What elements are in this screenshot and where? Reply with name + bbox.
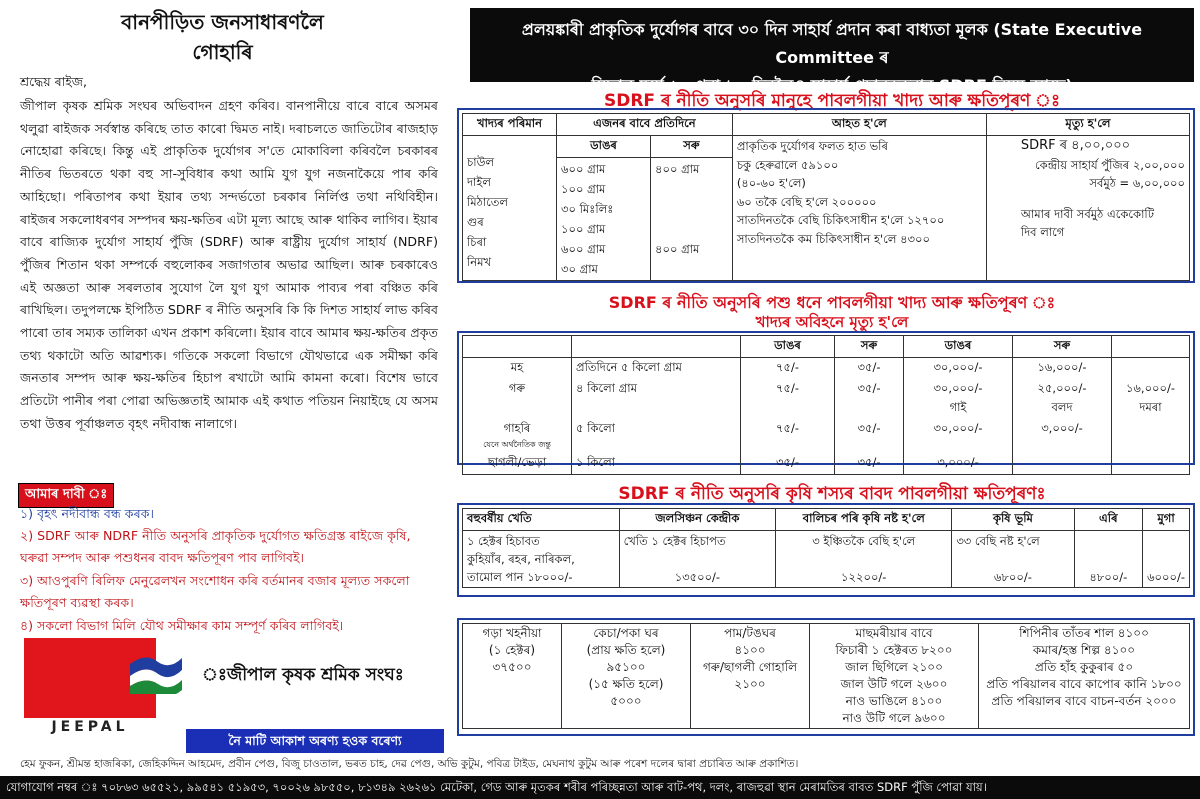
fisher-line: নাও ভাঙিলে ৪১০০ [845,694,943,708]
adult-qty: ৩০ মিঃলিঃ [561,202,614,216]
child-qty: ৪০০ গ্ৰাম [655,242,700,256]
cow-sub-small: বলদ [1051,400,1073,414]
section-title-crops: SDRF ৰ নীতি অনুসৰি কৃষি শস্যৰ বাবদ পাবলগীয়া ক্ষতিপূৰণঃ [618,484,1046,504]
food-item: চিৰা [467,235,487,249]
food-item: গুৰ [467,215,484,229]
others-table [462,623,1190,729]
flag-emblem-icon [126,650,186,694]
organization-name: ঃজীপাল কৃষক শ্ৰমিক সংঘঃ [202,665,404,685]
big-death: ৩০,০০০/- [933,381,983,395]
section-title-people: SDRF ৰ নীতি অনুসৰি মানুহে পাবলগীয়া খাদ্য আৰু ক্ষতিপূৰণ ঃ [603,91,1061,111]
banner-line: সিদ্ধান্ত মৰ্মে ৬০ পৰা ৯০ দিনলৈও সাহাৰ্য প্ৰদানককৰাৰ SDRF নিয়ম আছে) [591,76,1073,95]
big-rate: ৭৫/- [741,419,835,453]
food-item: মিঠাতেল [467,195,508,209]
left-title: বানপীড়িত জনসাধাৰণলৈ [121,10,324,34]
food-item: দাইল [467,175,491,189]
fisher-line: জাল ছিগিলে ২১০০ [845,660,943,674]
header-sand: বালিচৰ পৰি কৃষি নষ্ট হ'লে [776,509,952,531]
child-qty: ৪০০ গ্ৰাম [655,162,700,176]
people-table [462,113,1190,281]
header-per-person: এজনৰ বাবে প্ৰতিদিনে [557,114,733,136]
animal-name: ছাগলী/ভেড়া [463,453,572,475]
death-demand-2: দিব লাগে [1020,225,1065,239]
credits-line: হেম ফুকন, শ্ৰীমন্ত হাজৰিকা, জেহিকদ্দিন আহমেদ, প্ৰবীন পেগু, বিজু চাওতাল, ভৰত চাহ, দেৱ পেগু, অভি কুটুম, পবিত্ৰ টাইড, মেঘনাথ কুটুম আৰু পৰেশ দলেৰ দ্বাৰা প্ৰচাৰিত আৰু প্ৰকাশিত। [20,758,799,770]
demands-label: আমাৰ দাবী ঃ [18,483,114,508]
animal-food: ৫ কিলো [572,419,741,453]
hut-line: পাম/টঙঘৰ [724,626,776,640]
fisher-line: নাও উটি গলে ৯৬০০ [842,711,946,725]
small-rate: ৩৫/- [835,358,904,380]
big-death: ৩,০০০/- [904,453,1013,475]
injury-line: চকু হেৰুৱালে ৫৯১০০ [736,157,839,172]
big-rate: ৭৫/- [741,379,835,419]
big-rate: ৩৫/- [741,453,835,475]
contact-bar: যোগাযোগ নম্বৰ ঃ ৭০৮৬৩ ৬৫৫২১, ৯৯৫৪১ ৫১৯৫৩, ৭০০২৬ ৯৮৫৫০, ৮১৩৪৯ ২৬২৬১ মেটেকা, গেড আৰু মৃতকৰ শৰীৰ পৰিচ্ছন্নতা আৰু বাট-পথ, দলং, ৰাজহুৱা স্থান মেৰামতিৰ বাবত SDRF পুঁজি পোৱা যায়। [0,776,1200,799]
section-subtitle-livestock: খাদ্যৰ অবিহনে মৃত্যু হ'লে [755,313,909,331]
header-muga: মুগা [1143,509,1190,531]
fisher-line: ফিচাৰী ১ হেক্টৰত ৮২০০ [835,643,953,657]
hut-line: ২১০০ [734,677,766,691]
small-death: ৩,০০০/- [1013,419,1112,453]
house-line: ৫০০০ [610,694,642,708]
food-item: নিমখ [467,255,492,269]
land-value: ৬৮০০/- [993,570,1032,584]
house-line: ৯৫১০০ [606,660,646,674]
adult-qty: ৩০ গ্ৰাম [561,262,598,276]
header-adult: ডাঙৰ [557,136,651,158]
header-banner [470,8,1194,95]
small-death: ২৫,০০০/- [1037,381,1087,395]
header-big: ডাঙৰ [741,336,835,358]
injury-line: (৪০-৬০ হ'লে) [736,176,806,190]
crops-table [462,508,1190,588]
death-total: সৰ্বমুঠ = ৬,০০,০০০ [1089,176,1185,190]
big-rate: ৭৫/- [741,358,835,380]
injury-line: ৬০ তকৈ বেছি হ'লে ২০০০০০ [736,194,877,209]
demand-item: ৩) আওপুৰণি ৰিলিফ মেনুৱেলখন সংশোধন কৰি বৰ্তমানৰ বজাৰ মূল্যত সকলো ক্ষতিপূৰণ ব্যৱস্থা কৰক। [20,573,410,610]
adult-qty: ১০০ গ্ৰাম [561,222,606,236]
perennial-line: তামোল পান ১৮০০০/- [467,570,573,584]
big-death: ৩০,০০০/- [904,358,1013,380]
animal-name: মহ [463,358,572,380]
animal-food: ১ কিলো [572,453,741,475]
adult-qty: ১০০ গ্ৰাম [561,182,606,196]
header-big-death: ডাঙৰ [904,336,1013,358]
hut-line: ৪১০০ [734,643,766,657]
header-injured: আহত হ'লে [732,114,986,136]
irrigation-value: ১৩৫০০/- [674,570,721,584]
hut-line: গৰু/ছাগলী গোহালি [702,660,798,674]
house-line: (প্ৰায় ক্ষতি হলে) [586,643,666,657]
header-small: সৰু [835,336,904,358]
death-demand: আমাৰ দাবী সৰ্বমুঠ একেকোটি [1020,206,1154,221]
artisan-line: প্ৰতি হাঁহ কুকুৰাৰ ৫০ [1034,660,1134,674]
greeting: শ্ৰদ্ধেয় ৰাইজ, [20,74,87,89]
demand-item: ৪) সকলো বিভাগ মিলি যৌথ সমীক্ষাৰ কাম সম্পূৰ্ণ কৰিব লাগিবই। [20,618,344,633]
header-irrigation: জলসিঞ্চন কেন্দ্ৰীক [619,509,776,531]
sand-value: ১২২০০/- [841,570,887,584]
demand-item: ২) SDRF আৰু NDRF নীতি অনুসৰি প্ৰাকৃতিক দুৰ্যোগত ক্ষতিগ্ৰস্ত ৰাইজে কৃষি, ঘৰুৱা সম্পদ আৰু পশুধনৰ বাবদ ক্ষতিপূৰণ পাব লাগিবই। [20,528,411,565]
house-line: কেচা/পকা ঘৰ [593,626,659,640]
artisan-line: প্ৰতি পৰিয়ালৰ বাবে বাচন-বৰ্তন ২০০০ [991,694,1177,708]
header-perennial: বহুবৰ্ষীয় খেতি [463,509,620,531]
header-child: সৰু [651,136,733,158]
eri-value: ৪৮০০/- [1089,570,1128,584]
appeal-text: জীপাল কৃষক শ্ৰমিক সংঘৰ অভিবাদন গ্ৰহণ কৰিব। বানপানীয়ে বাৰে বাৰে অসমৰ থলুৱা ৰাইজক সৰ্বস্বান্ত কৰিছে তাত কাৰো দ্বিমত নাই। দৰাচলতে জাতিটোৰ ৰাজহাড় নোহোৱা কৰিছে। কিন্তু এই প্ৰাকৃতিক দুৰ্যোগৰ স'তে মোকাবিলা কৰিবলৈ চৰকাৰৰ নীতিৰ ভিতৰতে থকা বহু সা-সুবিধাৰ কথা আমি যুগ যুগ নজনাকৈয়ে পাৰ কৰি আহিছো। পৰিতাপৰ কথা ইয়াৰ তথ্য সন্দৰ্ভতো চৰকাৰ নিৰ্লিপ্ত তথা নথিবিহীন। ৰাইজৰ সকলোধৰণৰ সম্পদৰ ক্ষয়-ক্ষতিৰ এটা মূল্য আছে আৰু থাকিব লাগিব। ইয়াৰ বাবে ৰাজ্যিক দুৰ্যোগ সাহাৰ্য পুঁজি (SDRF) আৰু ৰাষ্ট্ৰীয় দুৰ্যোগ সাহাৰ্য (NDRF) পুঁজিৰ শিতান থকা সম্পৰ্কে বহুলোকৰ সজাগতাৰ অভাৱ আছিল। আৰু চৰকাৰেও এই অজ্ঞতা আৰু সৰলতাৰ সুযোগ লৈ যুগ যুগ আমাক পাব্যৰ পৰা বঞ্চিত কৰি ৰাখিছিল। তদুপলক্ষে ইপিঠিত SDRF ৰ নীতি অনুসৰি কি কি দিশত সাহাৰ্য লাভ কৰিব পাৰো তাৰ সম্যক তালিকা এখন প্ৰকাশ কৰিলো। ইয়াৰ বাবে আমাৰ ক্ষয়-ক্ষতিৰ প্ৰকৃত তথ্য থকাটো অতি আৱশ্যক। গতিকে সকলো বিভাগে যৌথভাৱে এক সমীক্ষা কৰি জনতাৰ সম্পদ আৰু ক্ষয়-ক্ষতিৰ হিচাপ ৰখাটো আমি কামনা কৰো। বিশেষ ভাবে প্ৰতিটো পানীৰ পৰা পোৱা অভিজ্ঞতাই আমাক এই কথাত পতিয়ন নিয়াইছে যে অসম তথা উত্তৰ পূৰ্বাঞ্চলত বৃহৎ নদীবান্ধ নালাগে। [20,98,438,431]
header-food-qty: খাদ্যৰ পৰিমান [463,114,557,136]
cow-sub-big: গাই [949,400,967,414]
header-eri: এৰি [1074,509,1143,531]
sand-text: ৩ ইঞ্চিতকৈ বেছি হ'লে [812,534,916,548]
artisan-line: শিপিনীৰ তাঁতৰ শাল ৪১০০ [1019,626,1149,640]
artisan-line: প্ৰতি পৰিয়ালৰ বাবে কাপোৰ কানি ১৮০০ [986,677,1182,691]
header-small-death: সৰু [1013,336,1112,358]
irrigation-text: খেতি ১ হেক্টৰ হিচাপত [623,534,726,548]
adult-qty: ৬০০ গ্ৰাম [561,242,606,256]
extra-value: ১৬,০০০/- [1125,381,1176,395]
header-death: মৃত্যু হ'লে [986,114,1189,136]
injury-line: প্ৰাকৃতিক দুৰ্যোগৰ ফলত হাত ভৰি [736,139,888,153]
erosion-line: গড়া খহনীয়া [482,626,542,640]
death-central: কেন্দ্ৰীয় সাহাৰ্য পুঁজিৰ ২,০০,০০০ [1034,157,1185,172]
small-rate: ৩৫/- [835,379,904,419]
left-subtitle: গোহাৰি [192,40,253,64]
extra-label: দমৰা [1139,400,1162,414]
small-rate: ৩৫/- [835,419,904,453]
animal-note: যেনে অৰ্থনৈতিক জন্তু [483,440,551,449]
injury-line: সাতদিনতকৈ বেছি চিকিৎসাধীন হ'লে ১২৭০০ [736,213,945,227]
logo-text: JEEPAL [51,719,129,735]
animal-name: গৰু [463,379,572,419]
slogan: নৈ মাটি আকাশ অৰণ্য হওক বৰেণ্য [186,729,444,753]
artisan-line: কমাৰ/হস্ত শিল্প ৪১০০ [1032,643,1136,657]
fisher-line: মাছমৰীয়াৰ বাবে [855,626,933,640]
adult-qty: ৬০০ গ্ৰাম [561,162,606,176]
livestock-table [462,335,1190,475]
injury-line: সাতদিনতকৈ কম চিকিৎসাধীন হ'লে ৪৩০০ [736,231,930,246]
small-death [1013,453,1112,475]
demand-item: ১) বৃহৎ নদীবান্ধ বন্ধ কৰক। [20,506,155,521]
animal-food: ৪ কিলো গ্ৰাম [572,379,741,419]
animal-food: প্ৰতিদিনে ৫ কিলো গ্ৰাম [572,358,741,380]
fisher-line: জাল উটি গলে ২৬০০ [840,677,948,691]
small-rate: ৩৫/- [835,453,904,475]
land-text: ৩৩ বেছি নষ্ট হ'লে [956,534,1040,548]
perennial-line: কুহিয়াঁৰ, ৰহৰ, নাৰিকল, [467,552,575,566]
header-land: কৃষি ভূমি [952,509,1074,531]
small-death: ১৬,০০০/- [1013,358,1112,380]
big-death: ৩০,০০০/- [904,419,1013,453]
death-sdrf: SDRF ৰ ৪,০০,০০০ [1020,138,1131,153]
erosion-line: ৩৭৫০০ [492,660,532,674]
perennial-line: ১ হেক্টৰ হিচাবত [467,534,540,548]
section-title-livestock: SDRF ৰ নীতি অনুসৰি পশু ধনে পাবলগীয়া খাদ্য আৰু ক্ষতিপূৰণ ঃ [608,293,1056,312]
house-line: (১৫ ক্ষতি হলে) [588,677,664,691]
erosion-line: (১ হেক্টৰ) [488,643,536,657]
food-item: চাউল [467,155,495,169]
muga-value: ৬০০০/- [1147,570,1185,584]
banner-line: প্ৰলয়ঙ্কাৰী প্ৰাকৃতিক দুৰ্যোগৰ বাবে ৩০ দিন সাহাৰ্য প্ৰদান কৰা বাধ্যতা মূলক (State Executive Committee ৰ [521,20,1143,67]
animal-name: গাহৰি [503,421,531,435]
